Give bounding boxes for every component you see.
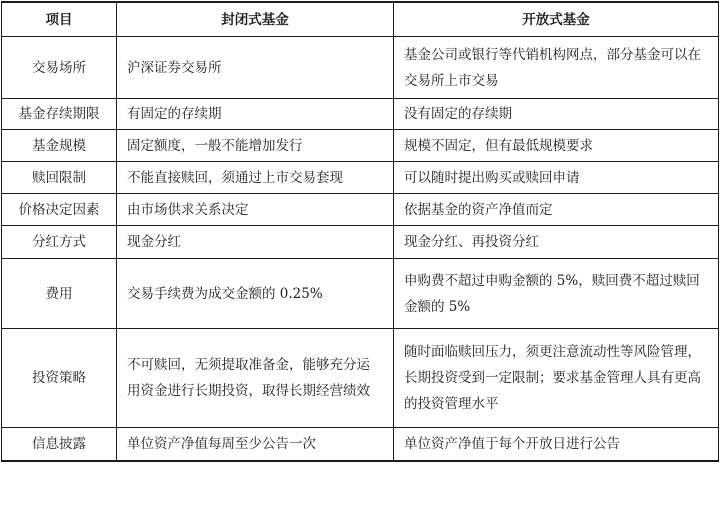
row-item-label: 交易场所 xyxy=(2,37,117,99)
fund-comparison-table xyxy=(1,1,719,462)
table-row xyxy=(2,162,719,194)
open-fund-cell: 申购费不超过申购金额的 5%，赎回费不超过赎回金额的 5% xyxy=(394,259,719,329)
row-item-label: 基金规模 xyxy=(2,130,117,162)
table-row xyxy=(2,428,719,461)
open-fund-cell: 现金分红、再投资分红 xyxy=(394,226,719,259)
row-item-label: 价格决定因素 xyxy=(2,194,117,226)
table-row xyxy=(2,259,719,329)
closed-fund-cell: 不能直接赎回，须通过上市交易套现 xyxy=(117,162,394,194)
open-fund-cell: 规模不固定，但有最低规模要求 xyxy=(394,130,719,162)
closed-fund-cell: 由市场供求关系决定 xyxy=(117,194,394,226)
closed-fund-cell: 固定额度，一般不能增加发行 xyxy=(117,130,394,162)
table-row xyxy=(2,329,719,428)
row-item-label: 分红方式 xyxy=(2,226,117,259)
header-closed-fund: 封闭式基金 xyxy=(117,2,394,37)
table-row xyxy=(2,194,719,226)
closed-fund-cell: 沪深证券交易所 xyxy=(117,37,394,99)
row-item-label: 信息披露 xyxy=(2,428,117,461)
table-header-row xyxy=(2,2,719,37)
closed-fund-cell: 有固定的存续期 xyxy=(117,99,394,130)
table-row xyxy=(2,130,719,162)
closed-fund-cell: 交易手续费为成交金额的 0.25% xyxy=(117,259,394,329)
comparison-document xyxy=(1,1,718,509)
table-row xyxy=(2,99,719,130)
closed-fund-cell: 单位资产净值每周至少公告一次 xyxy=(117,428,394,461)
row-item-label: 投资策略 xyxy=(2,329,117,428)
table-row xyxy=(2,226,719,259)
open-fund-cell: 随时面临赎回压力，须更注意流动性等风险管理，长期投资受到一定限制；要求基金管理人具有更高的投资管理水平 xyxy=(394,329,719,428)
table-row xyxy=(2,37,719,99)
closed-fund-cell: 现金分红 xyxy=(117,226,394,259)
row-item-label: 费用 xyxy=(2,259,117,329)
open-fund-cell: 依据基金的资产净值而定 xyxy=(394,194,719,226)
closed-fund-cell: 不可赎回，无须提取准备金，能够充分运用资金进行长期投资，取得长期经营绩效 xyxy=(117,329,394,428)
header-item: 项目 xyxy=(2,2,117,37)
open-fund-cell: 单位资产净值于每个开放日进行公告 xyxy=(394,428,719,461)
open-fund-cell: 基金公司或银行等代销机构网点，部分基金可以在交易所上市交易 xyxy=(394,37,719,99)
open-fund-cell: 可以随时提出购买或赎回申请 xyxy=(394,162,719,194)
header-open-fund: 开放式基金 xyxy=(394,2,719,37)
row-item-label: 赎回限制 xyxy=(2,162,117,194)
open-fund-cell: 没有固定的存续期 xyxy=(394,99,719,130)
row-item-label: 基金存续期限 xyxy=(2,99,117,130)
